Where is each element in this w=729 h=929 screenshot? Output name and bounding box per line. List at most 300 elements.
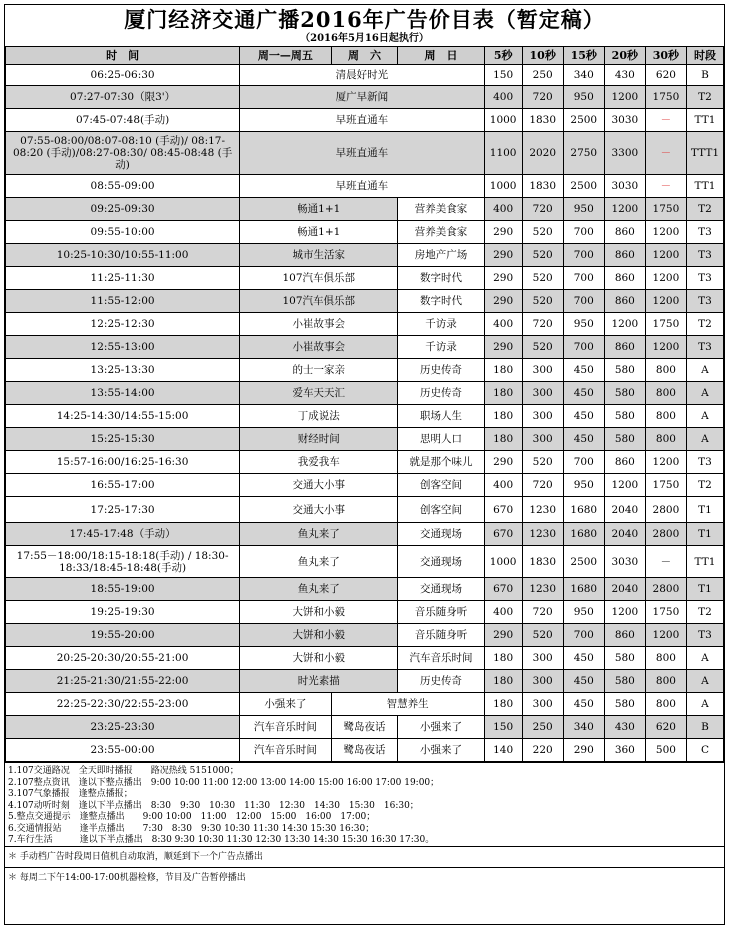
table-row	[6, 244, 724, 267]
program-weekday-sat-cell: 时光素描	[240, 670, 398, 693]
tier-cell: T1	[686, 523, 723, 546]
table-row	[6, 624, 724, 647]
table-row	[6, 451, 724, 474]
program-cell: 清晨好时光	[240, 65, 484, 86]
tier-cell: C	[686, 739, 723, 762]
price-cell: 1200	[645, 290, 686, 313]
price-cell: 950	[563, 198, 604, 221]
price-cell: 2750	[563, 132, 604, 175]
price-cell: 520	[522, 451, 563, 474]
price-cell: 2020	[522, 132, 563, 175]
program-weekday-sat-cell: 爱车天天汇	[240, 382, 398, 405]
table-row	[6, 86, 724, 109]
price-cell: 2500	[563, 109, 604, 132]
price-cell: 2040	[604, 523, 645, 546]
price-cell: 580	[604, 428, 645, 451]
table-row	[6, 716, 724, 739]
price-cell: 950	[563, 474, 604, 497]
program-weekday-sat-cell: 我爱我车	[240, 451, 398, 474]
price-cell: 700	[563, 290, 604, 313]
note-line: 4.107动听时刻 逢以下半点播出 8:30 9:30 10:30 11:30 12:30 14:30 15:30 16:30；	[8, 800, 419, 811]
time-cell: 15:57-16:00/16:25-16:30	[6, 451, 240, 474]
program-sunday-cell: 千访录	[398, 313, 484, 336]
price-cell: 2500	[563, 175, 604, 198]
tier-cell: TT1	[686, 175, 723, 198]
program-sunday-cell: 创客空间	[398, 497, 484, 523]
program-sunday-cell: 营养美食家	[398, 198, 484, 221]
program-sunday-cell: 千访录	[398, 336, 484, 359]
price-cell: 140	[484, 739, 522, 762]
time-cell: 14:25-14:30/14:55-15:00	[6, 405, 240, 428]
price-cell: 2040	[604, 578, 645, 601]
program-sunday-cell: 交通现场	[398, 546, 484, 578]
table-row	[6, 647, 724, 670]
price-cell: 430	[604, 65, 645, 86]
price-cell: 1100	[484, 132, 522, 175]
tier-cell: T3	[686, 267, 723, 290]
time-cell: 21:25-21:30/21:55-22:00	[6, 670, 240, 693]
price-cell: 300	[522, 359, 563, 382]
time-cell: 17:45-17:48（手动）	[6, 523, 240, 546]
price-cell: 3030	[604, 546, 645, 578]
program-weekday-sat-cell: 的士一家亲	[240, 359, 398, 382]
table-header	[6, 47, 724, 65]
table-row	[6, 65, 724, 86]
rate-table	[5, 46, 724, 762]
col-5s: 5秒	[484, 47, 522, 65]
tier-cell: T3	[686, 290, 723, 313]
table-row	[6, 523, 724, 546]
price-cell: 700	[563, 336, 604, 359]
price-cell: 800	[645, 382, 686, 405]
price-cell: 250	[522, 65, 563, 86]
price-cell: 2800	[645, 497, 686, 523]
col-15s: 15秒	[563, 47, 604, 65]
price-cell: 800	[645, 359, 686, 382]
price-cell: 180	[484, 405, 522, 428]
price-cell: 580	[604, 382, 645, 405]
price-cell: 450	[563, 670, 604, 693]
price-cell: 180	[484, 359, 522, 382]
time-cell: 07:27-07:30（限3'）	[6, 86, 240, 109]
page-title: 厦门经济交通广播2016年广告价目表（暂定稿）	[124, 7, 605, 32]
price-cell: 1750	[645, 474, 686, 497]
price-cell: 180	[484, 382, 522, 405]
price-cell: 180	[484, 647, 522, 670]
price-cell: 290	[484, 290, 522, 313]
price-cell: 580	[604, 405, 645, 428]
price-cell: 860	[604, 336, 645, 359]
footnote-maintenance: ＊ 每周二下午14:00-17:00机器检修，节目及广告暂停播出	[5, 867, 724, 888]
program-sunday-cell: 汽车音乐时间	[398, 647, 484, 670]
tier-cell: T2	[686, 601, 723, 624]
price-cell: 1680	[563, 578, 604, 601]
tier-cell: A	[686, 428, 723, 451]
program-weekday-sat-cell: 小崔故事会	[240, 313, 398, 336]
price-cell: 1750	[645, 86, 686, 109]
price-cell: 400	[484, 313, 522, 336]
price-cell: 950	[563, 313, 604, 336]
price-cell: 860	[604, 221, 645, 244]
program-weekday-sat-cell: 107汽车俱乐部	[240, 267, 398, 290]
program-cell: 早班直通车	[240, 109, 484, 132]
price-cell: 360	[604, 739, 645, 762]
tier-cell: T2	[686, 198, 723, 221]
price-cell: 3030	[604, 175, 645, 198]
price-cell: 1000	[484, 175, 522, 198]
price-cell: 1200	[645, 244, 686, 267]
program-sunday-cell: 历史传奇	[398, 382, 484, 405]
price-cell: 700	[563, 624, 604, 647]
price-cell: 3300	[604, 132, 645, 175]
price-cell: 1830	[522, 175, 563, 198]
tier-cell: T3	[686, 624, 723, 647]
price-cell: 2040	[604, 497, 645, 523]
tier-cell: T1	[686, 578, 723, 601]
program-weekday-sat-cell: 交通大小事	[240, 497, 398, 523]
price-cell: 1200	[604, 86, 645, 109]
program-sunday-cell: 就是那个味儿	[398, 451, 484, 474]
price-cell: 430	[604, 716, 645, 739]
price-cell: 150	[484, 716, 522, 739]
price-cell: 1230	[522, 578, 563, 601]
notes	[5, 762, 724, 846]
price-cell: 1230	[522, 497, 563, 523]
price-cell: 1750	[645, 601, 686, 624]
program-sunday-cell: 职场人生	[398, 405, 484, 428]
time-cell: 07:45-07:48(手动)	[6, 109, 240, 132]
tier-cell: A	[686, 670, 723, 693]
time-cell: 19:55-20:00	[6, 624, 240, 647]
col-saturday: 周 六	[331, 47, 398, 65]
time-cell: 20:25-20:30/20:55-21:00	[6, 647, 240, 670]
price-cell: 300	[522, 670, 563, 693]
tier-cell: T1	[686, 497, 723, 523]
table-row	[6, 546, 724, 578]
tier-cell: T2	[686, 474, 723, 497]
table-row	[6, 132, 724, 175]
price-cell: 800	[645, 428, 686, 451]
price-cell: 290	[484, 244, 522, 267]
price-cell: 450	[563, 382, 604, 405]
table-row	[6, 428, 724, 451]
col-tier: 时段	[686, 47, 723, 65]
tier-cell: TT1	[686, 546, 723, 578]
price-cell: 450	[563, 428, 604, 451]
table-row	[6, 739, 724, 762]
col-10s: 10秒	[522, 47, 563, 65]
price-cell: 520	[522, 244, 563, 267]
program-weekday-sat-cell: 城市生活家	[240, 244, 398, 267]
note-line: 5.整点交通提示 逢整点播出 9:00 10:00 11:00 12:00 15:00 16:00 17:00；	[8, 812, 376, 822]
price-cell: 720	[522, 474, 563, 497]
tier-cell: A	[686, 693, 723, 716]
price-cell: 1680	[563, 523, 604, 546]
program-weekday-sat-cell: 鱼丸来了	[240, 523, 398, 546]
price-cell: 720	[522, 313, 563, 336]
program-cell: 早班直通车	[240, 175, 484, 198]
col-20s: 20秒	[604, 47, 645, 65]
table-row	[6, 474, 724, 497]
program-saturday-cell: 鹭岛夜话	[331, 716, 398, 739]
col-weekday: 周一—周五	[240, 47, 331, 65]
program-sunday-cell: 历史传奇	[398, 670, 484, 693]
program-sunday-cell: 小强来了	[398, 716, 484, 739]
price-cell: 180	[484, 428, 522, 451]
rate-sheet	[4, 4, 725, 925]
program-sunday-cell: 数字时代	[398, 267, 484, 290]
price-cell: 950	[563, 601, 604, 624]
price-cell: －	[645, 109, 686, 132]
price-cell: 300	[522, 647, 563, 670]
price-cell: 2800	[645, 523, 686, 546]
time-cell: 09:55-10:00	[6, 221, 240, 244]
price-cell: 220	[522, 739, 563, 762]
price-cell: 1200	[604, 601, 645, 624]
time-cell: 15:25-15:30	[6, 428, 240, 451]
program-sunday-cell: 小强来了	[398, 739, 484, 762]
tier-cell: T2	[686, 313, 723, 336]
price-cell: 520	[522, 221, 563, 244]
price-cell: 400	[484, 601, 522, 624]
price-cell: 700	[563, 244, 604, 267]
price-cell: 1200	[604, 474, 645, 497]
price-cell: 250	[522, 716, 563, 739]
price-cell: 180	[484, 693, 522, 716]
price-cell: 860	[604, 290, 645, 313]
table-row	[6, 109, 724, 132]
price-cell: 950	[563, 86, 604, 109]
time-cell: 08:55-09:00	[6, 175, 240, 198]
price-cell: 700	[563, 267, 604, 290]
price-cell: 290	[563, 739, 604, 762]
price-cell: 300	[522, 405, 563, 428]
price-cell: 670	[484, 578, 522, 601]
price-cell: 580	[604, 670, 645, 693]
program-sunday-cell: 创客空间	[398, 474, 484, 497]
tier-cell: B	[686, 716, 723, 739]
price-cell: 800	[645, 670, 686, 693]
price-cell: 860	[604, 244, 645, 267]
table-row	[6, 267, 724, 290]
tier-cell: T3	[686, 244, 723, 267]
price-cell: 520	[522, 336, 563, 359]
table-row	[6, 359, 724, 382]
price-cell: 620	[645, 716, 686, 739]
time-cell: 06:25-06:30	[6, 65, 240, 86]
price-cell: 860	[604, 451, 645, 474]
price-cell: 340	[563, 716, 604, 739]
price-cell: 340	[563, 65, 604, 86]
price-cell: 450	[563, 359, 604, 382]
price-cell: 290	[484, 624, 522, 647]
note-line: 1.107交通路况 全天即时播报 路况热线 5151000；	[8, 766, 239, 776]
program-sunday-cell: 交通现场	[398, 523, 484, 546]
note-line: 6.交通情报站 逢半点播出 7:30 8:30 9:30 10:30 11:30 14:30 15:30 16:30；	[8, 823, 375, 834]
price-cell: 1830	[522, 546, 563, 578]
price-cell: 1000	[484, 546, 522, 578]
price-cell: 800	[645, 693, 686, 716]
table-row	[6, 670, 724, 693]
price-cell: 800	[645, 405, 686, 428]
col-30s: 30秒	[645, 47, 686, 65]
tier-cell: A	[686, 382, 723, 405]
program-weekday-sat-cell: 大饼和小毅	[240, 624, 398, 647]
price-cell: 450	[563, 693, 604, 716]
time-cell: 22:25-22:30/22:55-23:00	[6, 693, 240, 716]
time-cell: 07:55-08:00/08:07-08:10 (手动)/ 08:17-08:20 (手动)/08:27-08:30/ 08:45-08:48 (手动)	[6, 132, 240, 175]
tier-cell: T2	[686, 86, 723, 109]
table-row	[6, 221, 724, 244]
price-cell: 1200	[645, 451, 686, 474]
price-cell: 400	[484, 474, 522, 497]
price-cell: 520	[522, 290, 563, 313]
note-line: 3.107气象播报 逢整点播报；	[8, 789, 133, 799]
program-weekday-sat-cell: 交通大小事	[240, 474, 398, 497]
price-cell: 860	[604, 267, 645, 290]
tier-cell: A	[686, 647, 723, 670]
price-cell: 1200	[604, 198, 645, 221]
table-row	[6, 405, 724, 428]
price-cell: 290	[484, 451, 522, 474]
price-cell: 700	[563, 221, 604, 244]
program-cell: 厦广早新闻	[240, 86, 484, 109]
time-cell: 13:25-13:30	[6, 359, 240, 382]
price-cell: 1000	[484, 109, 522, 132]
table-row	[6, 497, 724, 523]
table-row	[6, 382, 724, 405]
program-sunday-cell: 房地产广场	[398, 244, 484, 267]
tier-cell: T3	[686, 336, 723, 359]
price-cell: 400	[484, 198, 522, 221]
price-cell: 860	[604, 624, 645, 647]
time-cell: 09:25-09:30	[6, 198, 240, 221]
time-cell: 12:25-12:30	[6, 313, 240, 336]
table-row	[6, 290, 724, 313]
price-cell: 150	[484, 65, 522, 86]
program-sunday-cell: 数字时代	[398, 290, 484, 313]
program-weekday-cell: 汽车音乐时间	[240, 739, 331, 762]
price-cell: 290	[484, 336, 522, 359]
program-weekday-sat-cell: 鱼丸来了	[240, 578, 398, 601]
program-weekday-sat-cell: 畅通1+1	[240, 198, 398, 221]
tier-cell: TT1	[686, 109, 723, 132]
price-cell: 1750	[645, 198, 686, 221]
col-sunday: 周 日	[398, 47, 484, 65]
program-weekday-sat-cell: 小崔故事会	[240, 336, 398, 359]
table-row	[6, 601, 724, 624]
price-cell: 1200	[645, 267, 686, 290]
time-cell: 10:25-10:30/10:55-11:00	[6, 244, 240, 267]
time-cell: 13:55-14:00	[6, 382, 240, 405]
table-row	[6, 693, 724, 716]
price-cell: 300	[522, 428, 563, 451]
program-weekday-sat-cell: 财经时间	[240, 428, 398, 451]
price-cell: －	[645, 132, 686, 175]
program-weekday-sat-cell: 丁成说法	[240, 405, 398, 428]
table-row	[6, 175, 724, 198]
price-cell: 1200	[645, 336, 686, 359]
program-cell: 早班直通车	[240, 132, 484, 175]
tier-cell: B	[686, 65, 723, 86]
program-weekday-sat-cell: 107汽车俱乐部	[240, 290, 398, 313]
price-cell: 580	[604, 647, 645, 670]
table-row	[6, 336, 724, 359]
time-cell: 11:55-12:00	[6, 290, 240, 313]
price-cell: 3030	[604, 109, 645, 132]
table-row	[6, 578, 724, 601]
price-cell: 670	[484, 523, 522, 546]
time-cell: 12:55-13:00	[6, 336, 240, 359]
note-line: 7.车行生活 逢以下半点播出 8:30 9:30 10:30 11:30 12:30 13:30 14:30 15:30 16:30 17:30。	[8, 835, 435, 845]
program-weekday-sat-cell: 大饼和小毅	[240, 647, 398, 670]
price-cell: 180	[484, 670, 522, 693]
price-cell: 450	[563, 405, 604, 428]
price-cell: 580	[604, 359, 645, 382]
time-cell: 17:25-17:30	[6, 497, 240, 523]
price-cell: 670	[484, 497, 522, 523]
price-cell: 1750	[645, 313, 686, 336]
time-cell: 23:25-23:30	[6, 716, 240, 739]
program-weekday-sat-cell: 大饼和小毅	[240, 601, 398, 624]
price-cell: 1200	[645, 624, 686, 647]
price-cell: 400	[484, 86, 522, 109]
price-cell: 620	[645, 65, 686, 86]
price-cell: －	[645, 546, 686, 578]
price-cell: 1680	[563, 497, 604, 523]
program-weekend-cell: 智慧养生	[331, 693, 484, 716]
price-cell: 2500	[563, 546, 604, 578]
tier-cell: A	[686, 405, 723, 428]
price-cell: 290	[484, 221, 522, 244]
note-line: 2.107整点资讯 逢以下整点播出 9:00 10:00 11:00 12:00 13:00 14:00 15:00 16:00 17:00 19:00；	[8, 777, 440, 788]
col-time: 时 间	[6, 47, 240, 65]
program-sunday-cell: 历史传奇	[398, 359, 484, 382]
tier-cell: A	[686, 359, 723, 382]
time-cell: 17:55－18:00/18:15-18:18(手动) / 18:30-18:33/18:45-18:48(手动)	[6, 546, 240, 578]
price-cell: 2800	[645, 578, 686, 601]
price-cell: 1230	[522, 523, 563, 546]
price-cell: 720	[522, 86, 563, 109]
page-subtitle: （2016年5月16日起执行）	[300, 33, 429, 44]
program-sunday-cell: 营养美食家	[398, 221, 484, 244]
price-cell: －	[645, 175, 686, 198]
price-cell: 290	[484, 267, 522, 290]
time-cell: 16:55-17:00	[6, 474, 240, 497]
program-sunday-cell: 思明人口	[398, 428, 484, 451]
program-weekday-sat-cell: 畅通1+1	[240, 221, 398, 244]
price-cell: 720	[522, 601, 563, 624]
program-sunday-cell: 交通现场	[398, 578, 484, 601]
price-cell: 800	[645, 647, 686, 670]
time-cell: 18:55-19:00	[6, 578, 240, 601]
price-cell: 520	[522, 624, 563, 647]
tier-cell: T3	[686, 451, 723, 474]
program-weekday-sat-cell: 鱼丸来了	[240, 546, 398, 578]
price-cell: 1200	[604, 313, 645, 336]
price-cell: 450	[563, 647, 604, 670]
price-cell: 520	[522, 267, 563, 290]
program-saturday-cell: 鹭岛夜话	[331, 739, 398, 762]
price-cell: 700	[563, 451, 604, 474]
program-weekday-cell: 汽车音乐时间	[240, 716, 331, 739]
tier-cell: TTT1	[686, 132, 723, 175]
program-sunday-cell: 音乐随身听	[398, 601, 484, 624]
price-cell: 300	[522, 693, 563, 716]
price-cell: 1200	[645, 221, 686, 244]
price-cell: 580	[604, 693, 645, 716]
table-row	[6, 313, 724, 336]
